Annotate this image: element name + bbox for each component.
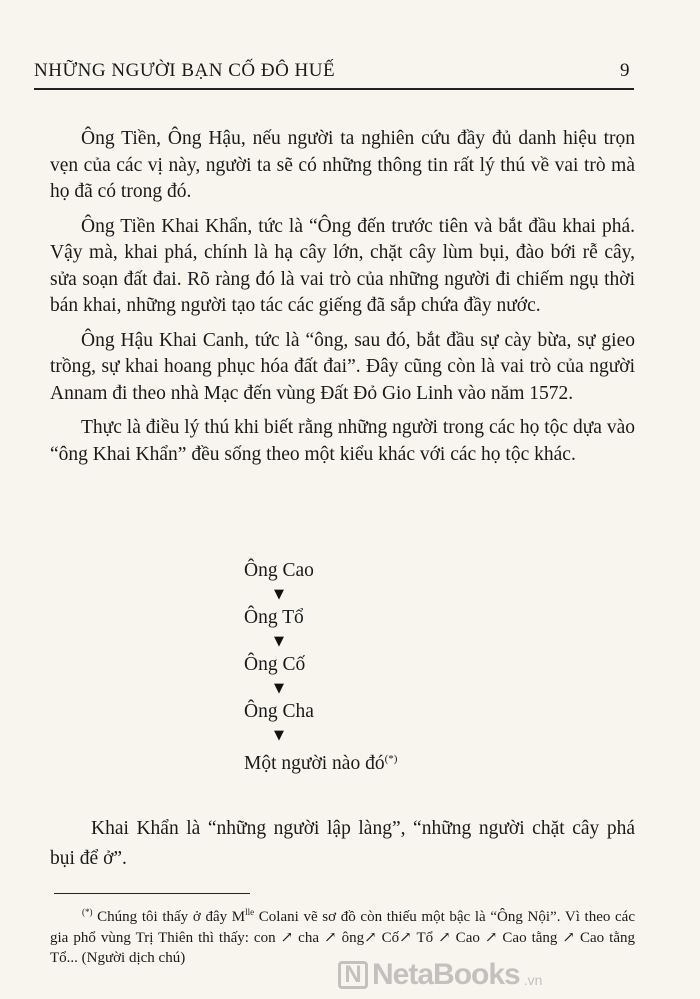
- paragraph: Khai Khẩn là “những người lập làng”, “những người chặt cây phá bụi để ở”.: [50, 818, 635, 869]
- body-text: [50, 126, 635, 468]
- header-rule: [34, 88, 634, 90]
- running-header: [34, 60, 630, 82]
- running-title: NHỮNG NGƯỜI BẠN CỐ ĐÔ HUẾ: [34, 60, 336, 81]
- down-arrow-icon: ▼: [274, 587, 284, 602]
- footnote-marker: (*): [82, 907, 93, 917]
- down-arrow-icon: ▼: [274, 681, 284, 696]
- netabooks-logo-icon: N: [338, 961, 368, 989]
- down-arrow-icon: ▼: [274, 634, 284, 649]
- paragraph: Ông Tiền Khai Khẩn, tức là “Ông đến trước tiên và bắt đầu khai phá. Vậy mà, khai phá, chính là hạ cây lớn, chặt cây lùm bụi, đào bới rễ cây, sửa soạn đất đai. Rõ ràng đó là vai trò của những người đi chiếm ngụ thời bán khai, những người tạo tác các giếng đã sắp chứa đầy nước.: [50, 215, 635, 316]
- footnote-part: Colani vẽ sơ đồ còn thiếu một bậc là “Ông Nội”. Vì theo các gia phổ vùng Trị Thiên thì thấy: con ↗ cha ↗ ông↗ Cố↗ Tổ ↗ Cao ↗ Cao tằng ↗ Cao tằng Tổ... (Người dịch chú): [50, 909, 635, 966]
- lineage-node-last: [244, 746, 504, 772]
- footnote-superscript: lle: [245, 907, 255, 917]
- down-arrow-icon: ▼: [274, 728, 284, 743]
- footnote-marker: (*): [384, 753, 398, 765]
- netabooks-watermark: [338, 958, 542, 992]
- footnote-rule: [54, 893, 250, 894]
- watermark-brand: NetaBooks: [372, 958, 520, 991]
- lineage-diagram: [244, 558, 504, 772]
- lineage-node-label: Một người nào đó: [244, 753, 385, 774]
- watermark-tld: .vn: [523, 972, 543, 988]
- paragraph: Ông Hậu Khai Canh, tức là “ông, sau đó, bắt đầu sự cày bừa, sự gieo trồng, sự khai hoang phục hóa đất đai”. Đây cũng còn là vai trò của người Annam đi theo nhà Mạc đến vùng Đất Đỏ Gio Linh vào năm 1572.: [50, 329, 635, 404]
- lineage-node: Ông Tổ: [244, 607, 304, 628]
- closing-text: [50, 814, 635, 874]
- footnote-part: Chúng tôi thấy ở đây M: [97, 909, 246, 925]
- paragraph: Thực là điều lý thú khi biết rằng những người trong các họ tộc dựa vào “ông Khai Khẩn” đều sống theo một kiểu khác với các họ tộc khác.: [50, 417, 635, 465]
- lineage-node: Ông Cao: [244, 560, 314, 581]
- paragraph: Ông Tiền, Ông Hậu, nếu người ta nghiên cứu đầy đủ danh hiệu trọn vẹn của các vị này, người ta sẽ có những thông tin rất lý thú về vai trò mà họ đã có trong đó.: [50, 128, 635, 202]
- page-number: 9: [620, 60, 630, 81]
- lineage-node: Ông Cố: [244, 654, 306, 675]
- lineage-node: Ông Cha: [244, 701, 314, 722]
